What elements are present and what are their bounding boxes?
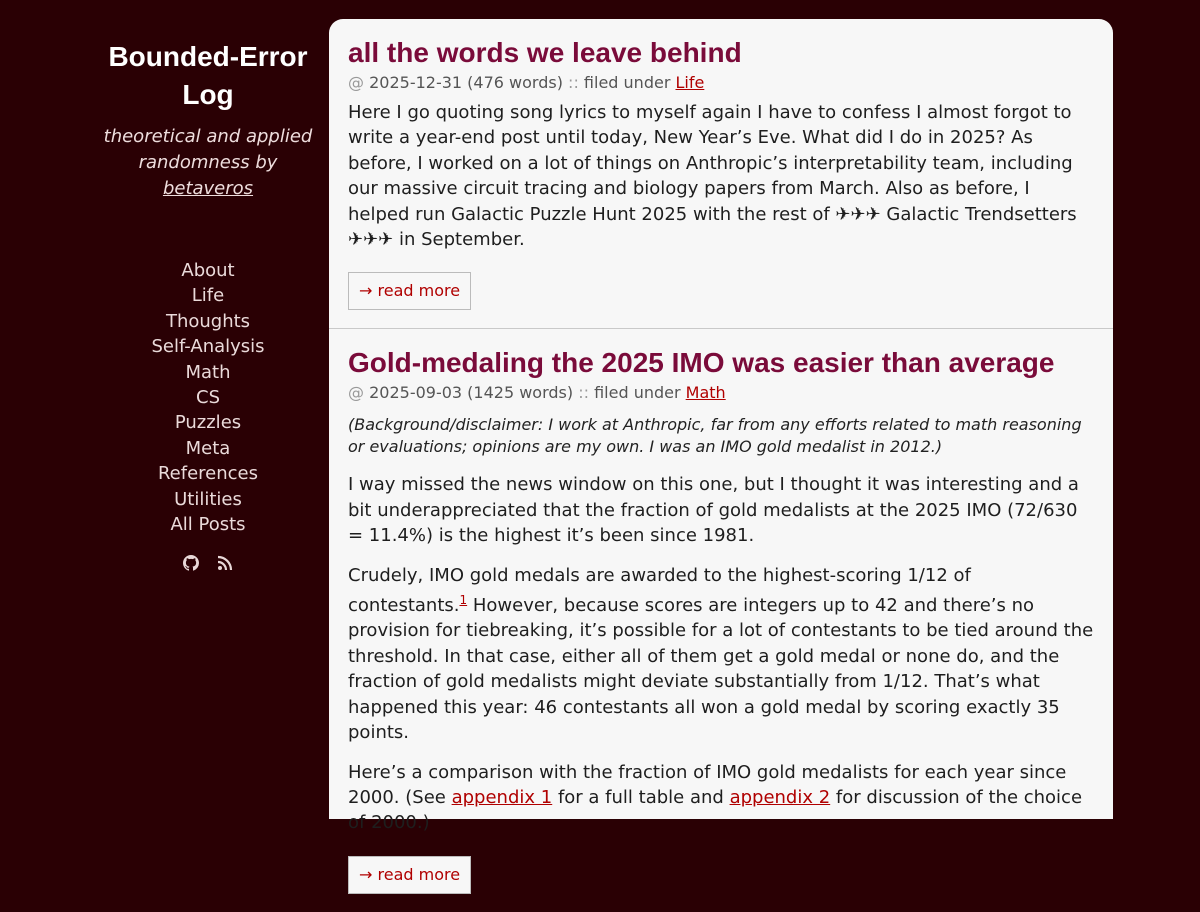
excerpt-text: for a full table and	[557, 786, 724, 808]
post-list	[329, 19, 1113, 884]
nav-item-utilities[interactable]: Utilities	[174, 488, 242, 510]
meta-separator: ::	[578, 383, 589, 403]
author-link[interactable]: betaveros	[162, 178, 254, 199]
excerpt-paragraph	[348, 760, 1094, 836]
github-icon[interactable]	[183, 555, 199, 571]
excerpt-paragraph: Here I go quoting song lyrics to myself again I have to confess I almost forgot to write a year-end post until today, New Year’s Eve. What did I do in 2025? As before, I worked on a lot of things on Anthropic’s interpretability team, including our massive circuit tracing and biology papers from March. Also as before, I helped run Galactic Puzzle Hunt 2025 with the rest of ✈✈✈ Galactic Trendsetters ✈✈✈ in September.	[348, 102, 1077, 251]
excerpt-paragraph: I way missed the news window on this one, but I thought it was interesting and a bit underappreciated that the fraction of gold medalists at the 2025 IMO (72/630 = 11.4%) is the highest it’s been since 1981.	[348, 474, 1079, 547]
meta-at: @	[348, 73, 364, 92]
post-title[interactable]: all the words we leave behind	[348, 37, 742, 68]
nav-item-cs[interactable]: CS	[196, 387, 220, 409]
excerpt-paragraph	[348, 563, 1094, 746]
post-word-count: (1425 words)	[467, 383, 574, 403]
rss-icon[interactable]	[217, 555, 233, 571]
post-meta	[348, 72, 1094, 94]
nav-item-math[interactable]: Math	[185, 361, 231, 383]
excerpt-text: for discussion of the choice of 2000.)	[348, 786, 1083, 834]
sidebar-nav	[88, 258, 328, 537]
read-more-button[interactable]: → read more	[348, 272, 471, 310]
filed-under-label: filed under	[583, 73, 671, 92]
post-item	[329, 19, 1113, 328]
social-links	[88, 555, 328, 571]
nav-item-life[interactable]: Life	[191, 285, 225, 307]
appendix-1-link[interactable]: appendix 1	[451, 786, 553, 808]
post-date: 2025-09-03	[369, 383, 463, 403]
post-category-link[interactable]: Life	[675, 73, 705, 92]
tagline-text: theoretical and applied randomness by	[103, 126, 313, 173]
post-title[interactable]: Gold-medaling the 2025 IMO was easier than average	[348, 347, 1055, 379]
nav-item-references[interactable]: References	[157, 463, 259, 485]
post-date: 2025-12-31	[369, 73, 463, 92]
nav-item-all-posts[interactable]: All Posts	[170, 514, 246, 536]
meta-at: @	[348, 383, 364, 403]
post-word-count: (476 words)	[467, 73, 563, 92]
excerpt-text: Crudely, IMO gold medals are awarded to the highest-scoring 1/12 of contestants.	[348, 564, 971, 617]
site-tagline	[88, 124, 328, 202]
nav-item-meta[interactable]: Meta	[185, 437, 231, 459]
post-category-link[interactable]: Math	[685, 383, 726, 403]
disclaimer-paragraph: (Background/disclaimer: I work at Anthropic, far from any efforts related to math reasoning or evaluations; opinions are my own. I was an IMO gold medalist in 2012.)	[348, 415, 1082, 457]
post-excerpt	[348, 414, 1094, 835]
nav-item-thoughts[interactable]: Thoughts	[165, 310, 251, 332]
sidebar	[88, 38, 328, 571]
read-more-button[interactable]: → read more	[348, 856, 471, 894]
nav-item-self-analysis[interactable]: Self-Analysis	[151, 336, 265, 358]
footnote-link[interactable]: 1	[459, 593, 468, 608]
excerpt-text: However, because scores are integers up to 42 and there’s no provision for tiebreaking, it’s possible for a lot of contestants to be tied around the threshold. In that case, either all of them get a gold medal or none do, and the fraction of gold medalists might deviate substantially from 1/12. That’s what happened this year: 46 contestants all won a gold medal by scoring exactly 35 points.	[348, 595, 1094, 744]
nav-item-about[interactable]: About	[181, 260, 235, 281]
site-title[interactable]: Bounded-Error Log	[108, 41, 308, 110]
post-item	[329, 328, 1113, 911]
filed-under-label: filed under	[594, 383, 681, 403]
appendix-2-link[interactable]: appendix 2	[729, 786, 831, 808]
post-meta	[348, 382, 1094, 404]
nav-item-puzzles[interactable]: Puzzles	[174, 412, 242, 434]
meta-separator: ::	[568, 73, 579, 92]
post-excerpt	[348, 100, 1094, 252]
excerpt-text: Here’s a comparison with the fraction of IMO gold medalists for each year since 2000. (See	[348, 761, 1067, 808]
